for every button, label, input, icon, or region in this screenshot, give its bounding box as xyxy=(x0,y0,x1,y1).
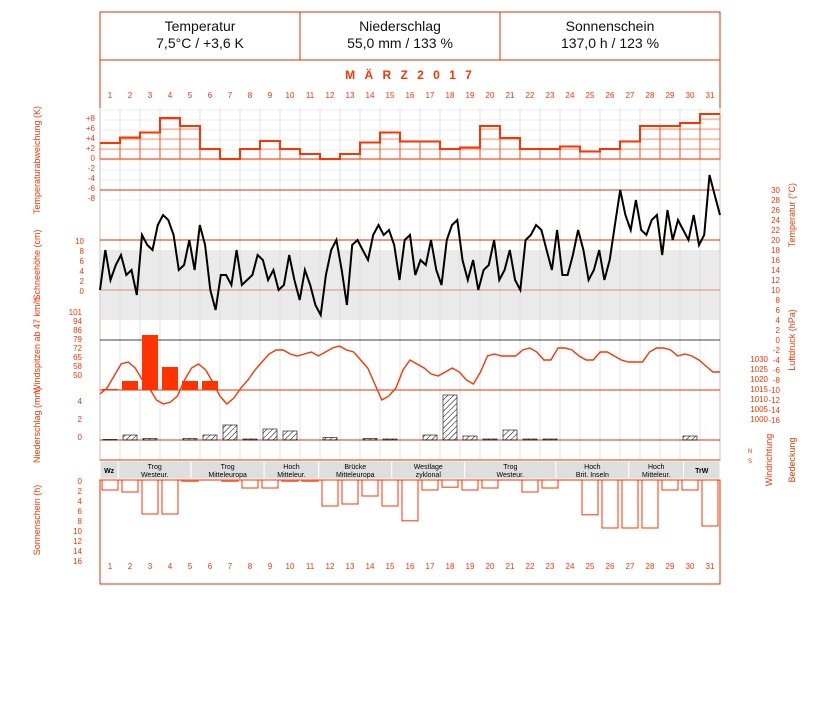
temperature-tick: 6 xyxy=(775,306,780,315)
sunshine-bar xyxy=(182,480,198,481)
day-label-bottom: 27 xyxy=(625,562,635,571)
sunshine-bar xyxy=(682,480,698,490)
temperature-tick: 20 xyxy=(771,236,780,245)
temperature-tick: 26 xyxy=(771,206,780,215)
sunshine-bar xyxy=(102,480,118,490)
summary-precipitation-value: 55,0 mm / 133 % xyxy=(347,35,453,51)
temperature-tick: 18 xyxy=(771,246,780,255)
temperature-tick: 12 xyxy=(771,276,780,285)
weather-type-label: Trog xyxy=(147,464,162,471)
day-label-bottom: 8 xyxy=(247,562,253,571)
sunshine-bar xyxy=(322,480,338,506)
day-label-bottom: 3 xyxy=(147,562,153,571)
summary-sunshine-label: Sonnenschein xyxy=(565,18,655,34)
anomaly-bar xyxy=(120,138,140,160)
temperature-tick: -16 xyxy=(768,416,780,425)
summary-precipitation-label: Niederschlag xyxy=(359,18,441,34)
sunshine-bar xyxy=(302,480,318,481)
sunshine-bar xyxy=(262,480,278,488)
pressure-tick: 1030 xyxy=(750,355,768,364)
snow-tick: 8 xyxy=(79,247,84,256)
pressure-tick: 1015 xyxy=(750,385,768,394)
precipitation-bar xyxy=(523,439,537,440)
anomaly-bar xyxy=(640,126,660,159)
wind-tick: 86 xyxy=(73,326,82,335)
day-label-bottom: 4 xyxy=(167,562,173,571)
anomaly-bar xyxy=(380,133,400,160)
weather-type-label: Mitteleuropa xyxy=(336,472,375,479)
temperature-tick: 14 xyxy=(771,266,780,275)
weather-type-label: Mitteleur. xyxy=(641,472,671,479)
wind-tick: 50 xyxy=(73,371,82,380)
day-label-top: 6 xyxy=(207,91,213,100)
temperature-tick: -12 xyxy=(768,396,780,405)
temperature-tick: -4 xyxy=(772,356,780,365)
day-label-top: 14 xyxy=(365,91,375,100)
day-label-bottom: 18 xyxy=(445,562,455,571)
sunshine-bar xyxy=(642,480,658,528)
temperature-tick: -2 xyxy=(772,346,780,355)
anomaly-tick: 0 xyxy=(90,154,95,163)
sunshine-bar xyxy=(622,480,638,528)
anomaly-bar xyxy=(100,143,120,159)
anomaly-bar xyxy=(180,126,200,159)
sunshine-bar xyxy=(582,480,598,515)
anomaly-tick: +4 xyxy=(85,134,95,143)
snow-tick: 2 xyxy=(79,277,84,286)
pressure-tick: 1000 xyxy=(750,415,768,424)
sunshine-tick: 0 xyxy=(77,477,82,486)
day-label-top: 31 xyxy=(705,91,715,100)
temperature-tick: 22 xyxy=(771,226,780,235)
anomaly-bar xyxy=(600,149,620,159)
precipitation-bar xyxy=(223,425,237,440)
weather-type-label: TrW xyxy=(695,468,709,475)
day-label-top: 22 xyxy=(525,91,535,100)
temperature-tick: 8 xyxy=(775,296,780,305)
anomaly-bar xyxy=(660,126,680,159)
sunshine-axis-title: Sonnenschein (h) xyxy=(32,484,42,556)
precipitation-bar xyxy=(383,439,397,440)
snow-tick: 4 xyxy=(79,267,84,276)
day-label-top: 9 xyxy=(267,91,273,100)
temperature-tick: 24 xyxy=(771,216,780,225)
wind-direction-axis-title: Windrichtung xyxy=(764,433,774,487)
day-label-bottom: 17 xyxy=(425,562,435,571)
precipitation-bar xyxy=(423,435,437,440)
anomaly-bar xyxy=(520,149,540,159)
day-label-top: 13 xyxy=(345,91,355,100)
sunshine-tick: 10 xyxy=(73,527,82,536)
weather-type-label: Mitteleuropa xyxy=(208,472,247,479)
day-label-bottom: 11 xyxy=(305,562,315,571)
weather-type-label: Hoch xyxy=(584,464,601,471)
anomaly-tick: -2 xyxy=(87,164,95,173)
day-label-bottom: 30 xyxy=(685,562,695,571)
sunshine-tick: 6 xyxy=(77,507,82,516)
precipitation-bar xyxy=(263,429,277,440)
sunshine-tick: 8 xyxy=(77,517,82,526)
temperature-tick: -14 xyxy=(768,406,780,415)
day-label-bottom: 2 xyxy=(127,562,133,571)
day-label-top: 11 xyxy=(305,91,315,100)
precipitation-tick: 2 xyxy=(77,415,82,424)
anomaly-bar xyxy=(480,126,500,159)
weather-type-label: Trog xyxy=(503,464,518,471)
sunshine-bar xyxy=(282,480,298,481)
precipitation-bar xyxy=(543,439,557,440)
anomaly-bar xyxy=(500,138,520,159)
weather-type-label: Brit. Inseln xyxy=(575,472,609,479)
wind-tick: 101 xyxy=(68,308,82,317)
day-label-bottom: 9 xyxy=(267,562,273,571)
sunshine-bar xyxy=(522,480,538,492)
precipitation-bar xyxy=(443,395,457,440)
weather-type-label: Wz xyxy=(104,468,115,475)
sunshine-bar xyxy=(662,480,678,490)
anomaly-step-line xyxy=(100,114,720,159)
pressure-tick: 1020 xyxy=(750,375,768,384)
wind-tick: 79 xyxy=(73,335,82,344)
day-label-bottom: 1 xyxy=(107,562,113,571)
snow-tick: 6 xyxy=(79,257,84,266)
sunshine-bar xyxy=(122,480,138,492)
weather-type-label: Westeur. xyxy=(140,472,169,479)
anomaly-bar xyxy=(200,149,220,159)
sunshine-tick: 14 xyxy=(73,547,82,556)
weather-type-label: Hoch xyxy=(648,464,665,471)
day-label-top: 20 xyxy=(485,91,495,100)
sunshine-bar xyxy=(402,480,418,521)
wind-tick: 58 xyxy=(73,362,82,371)
sunshine-tick: 2 xyxy=(77,487,82,496)
day-label-top: 25 xyxy=(585,91,595,100)
anomaly-tick: +6 xyxy=(85,124,95,133)
sunshine-tick: 12 xyxy=(73,537,82,546)
precipitation-bar xyxy=(123,435,137,440)
day-label-bottom: 24 xyxy=(565,562,575,571)
weather-type-label: zyklonal xyxy=(415,472,441,479)
precipitation-bar xyxy=(363,439,377,441)
precipitation-bar xyxy=(683,436,697,440)
precipitation-bar xyxy=(183,439,197,441)
day-label-bottom: 23 xyxy=(545,562,555,571)
anomaly-bar xyxy=(700,114,720,159)
sunshine-bar xyxy=(422,480,438,490)
anomaly-bar xyxy=(280,149,300,159)
day-label-bottom: 10 xyxy=(285,562,295,571)
day-label-top: 2 xyxy=(127,91,133,100)
sunshine-bar xyxy=(162,480,178,514)
weather-type-label: Brücke xyxy=(344,464,367,471)
day-label-bottom: 31 xyxy=(705,562,715,571)
pressure-tick: 1005 xyxy=(750,405,768,414)
sunshine-bar xyxy=(382,480,398,506)
precipitation-tick: 0 xyxy=(77,433,82,442)
wind-tick: 65 xyxy=(73,353,82,362)
anomaly-bar xyxy=(540,149,560,159)
day-label-top: 24 xyxy=(565,91,575,100)
precipitation-bar xyxy=(243,439,257,440)
weather-type-label: Mitteleur. xyxy=(277,472,306,479)
sunshine-bar xyxy=(702,480,718,526)
wind-tick: 72 xyxy=(73,344,82,353)
sunshine-bar xyxy=(482,480,498,488)
day-label-top: 21 xyxy=(505,91,515,100)
day-label-bottom: 25 xyxy=(585,562,595,571)
temperature-tick: 28 xyxy=(771,196,780,205)
wind-axis-title: Windspitzen ab 47 km/h xyxy=(32,296,42,394)
anomaly-bar xyxy=(580,152,600,160)
day-label-bottom: 13 xyxy=(345,562,355,571)
day-label-bottom: 12 xyxy=(325,562,335,571)
day-label-bottom: 21 xyxy=(505,562,515,571)
wind-gust-bar xyxy=(182,381,198,390)
sunshine-tick: 4 xyxy=(77,497,82,506)
temperature-tick: -6 xyxy=(772,366,780,375)
temperature-tick: 16 xyxy=(771,256,780,265)
anomaly-bar xyxy=(140,133,160,160)
day-label-top: 29 xyxy=(665,91,675,100)
day-label-top: 30 xyxy=(685,91,695,100)
precipitation-bar xyxy=(283,431,297,440)
precipitation-bar xyxy=(503,430,517,440)
weather-type-label: Hoch xyxy=(283,464,300,471)
precipitation-bar xyxy=(483,439,497,440)
snow-tick: 10 xyxy=(75,237,84,246)
sunshine-bar xyxy=(362,480,378,496)
day-label-top: 8 xyxy=(247,91,253,100)
day-label-top: 23 xyxy=(545,91,555,100)
wind-direction-south: S xyxy=(747,459,753,465)
temperature-tick: 0 xyxy=(775,336,780,345)
temperature-tick: 2 xyxy=(775,326,780,335)
sunshine-bar xyxy=(442,480,458,487)
weather-type-label: Westlage xyxy=(413,464,443,471)
temperature-axis-title: Temperatur (°C) xyxy=(787,182,797,248)
day-label-bottom: 5 xyxy=(187,562,193,571)
pressure-tick: 1025 xyxy=(750,365,768,374)
anomaly-bar xyxy=(560,147,580,160)
summary-temperature-value: 7,5°C / +3,6 K xyxy=(156,35,244,51)
wind-gust-bar xyxy=(122,381,138,390)
anomaly-bar xyxy=(240,149,260,159)
temperature-tick: -8 xyxy=(772,376,780,385)
day-label-top: 28 xyxy=(645,91,655,100)
snow-axis-title: Schneehöhe (cm) xyxy=(32,229,42,301)
weather-type-label: Trog xyxy=(220,464,235,471)
temperature-tick: 4 xyxy=(775,316,780,325)
pressure-tick: 1010 xyxy=(750,395,768,404)
sunshine-bar xyxy=(542,480,558,488)
day-label-top: 1 xyxy=(107,91,113,100)
day-label-bottom: 22 xyxy=(525,562,535,571)
day-label-top: 12 xyxy=(325,91,335,100)
precipitation-tick: 4 xyxy=(77,397,82,406)
temperature-tick: -10 xyxy=(768,386,780,395)
day-label-bottom: 28 xyxy=(645,562,655,571)
precipitation-axis-title: Niederschlag (mm) xyxy=(32,386,42,464)
day-label-top: 15 xyxy=(385,91,395,100)
weather-type-label: Westeur. xyxy=(496,472,525,479)
day-label-bottom: 19 xyxy=(465,562,475,571)
summary-temperature-label: Temperatur xyxy=(164,18,236,34)
anomaly-axis-title: Temperaturabweichung (K) xyxy=(32,105,42,215)
anomaly-tick: +2 xyxy=(85,144,95,153)
day-label-top: 19 xyxy=(465,91,475,100)
day-label-bottom: 14 xyxy=(365,562,375,571)
anomaly-bar xyxy=(360,143,380,160)
anomaly-tick: -8 xyxy=(87,194,95,203)
day-label-bottom: 6 xyxy=(207,562,213,571)
precipitation-bar xyxy=(463,436,477,440)
day-label-top: 16 xyxy=(405,91,415,100)
sunshine-bar xyxy=(142,480,158,514)
pressure-line xyxy=(100,346,720,404)
precipitation-bar xyxy=(143,439,157,441)
precipitation-bar xyxy=(323,438,337,441)
anomaly-bar xyxy=(440,149,460,159)
precipitation-bar xyxy=(203,435,217,440)
sunshine-bar xyxy=(602,480,618,528)
day-label-bottom: 16 xyxy=(405,562,415,571)
temperature-tick: 10 xyxy=(771,286,780,295)
day-label-bottom: 29 xyxy=(665,562,675,571)
day-label-top: 18 xyxy=(445,91,455,100)
anomaly-bar xyxy=(680,123,700,159)
day-label-bottom: 15 xyxy=(385,562,395,571)
day-label-top: 17 xyxy=(425,91,435,100)
sunshine-bar xyxy=(222,480,238,481)
day-label-top: 3 xyxy=(147,91,153,100)
snow-tick: 0 xyxy=(79,287,84,296)
day-label-top: 27 xyxy=(625,91,635,100)
chart-title: M Ä R Z 2 0 1 7 xyxy=(345,68,475,82)
day-label-top: 4 xyxy=(167,91,173,100)
wind-tick: 94 xyxy=(73,317,82,326)
sunshine-bar xyxy=(342,480,358,504)
day-label-bottom: 20 xyxy=(485,562,495,571)
pressure-axis-title: Luftdruck (hPa) xyxy=(787,309,797,371)
anomaly-tick: +8 xyxy=(85,114,95,123)
day-label-top: 10 xyxy=(285,91,295,100)
day-label-bottom: 7 xyxy=(227,562,233,571)
wind-gust-bar xyxy=(162,367,178,390)
sunshine-tick: 16 xyxy=(73,557,82,566)
wind-direction-north: N xyxy=(747,449,753,455)
precipitation-bar xyxy=(103,440,117,441)
anomaly-tick: -4 xyxy=(87,174,95,183)
day-label-bottom: 26 xyxy=(605,562,615,571)
day-label-top: 26 xyxy=(605,91,615,100)
cloud-cover-axis-title: Bedeckung xyxy=(787,437,797,483)
sunshine-bar xyxy=(242,480,258,488)
temperature-tick: 30 xyxy=(771,186,780,195)
anomaly-tick: -6 xyxy=(87,184,95,193)
sunshine-bar xyxy=(462,480,478,490)
anomaly-bar xyxy=(160,118,180,159)
day-label-top: 5 xyxy=(187,91,193,100)
day-label-top: 7 xyxy=(227,91,233,100)
summary-sunshine-value: 137,0 h / 123 % xyxy=(560,35,660,51)
